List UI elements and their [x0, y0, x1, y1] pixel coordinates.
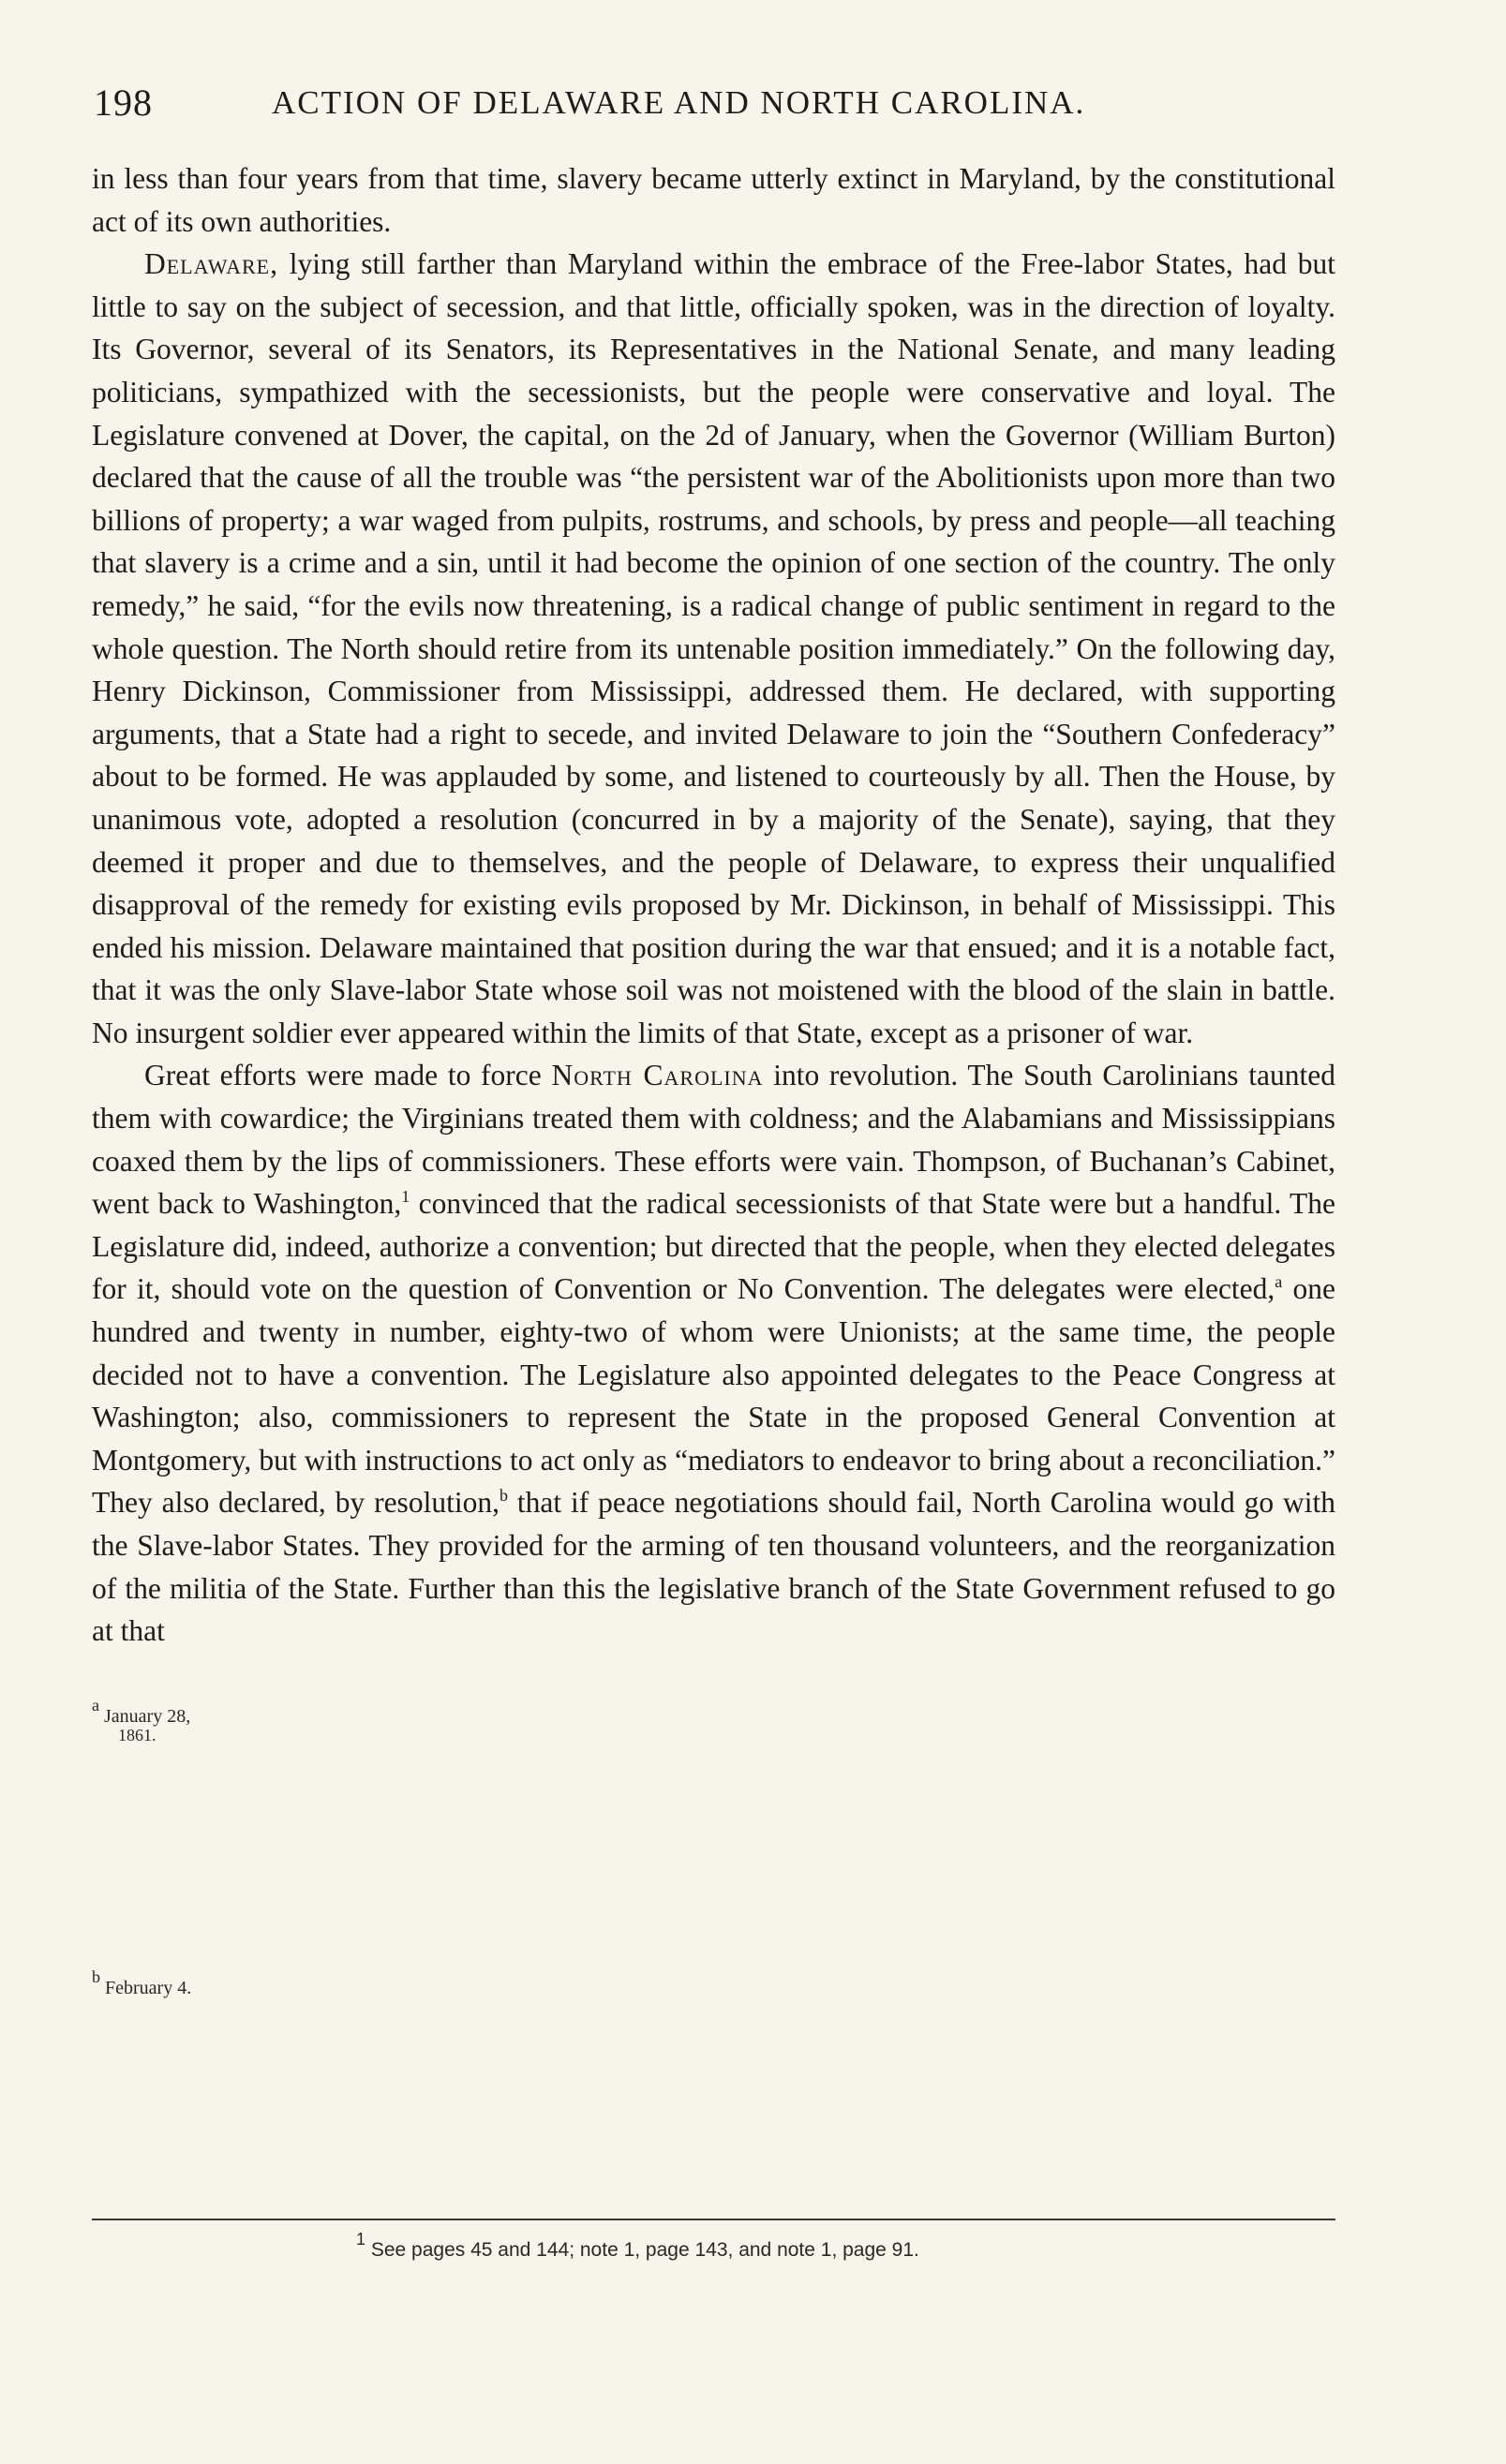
- margin-note-date: January 28,: [104, 1706, 191, 1727]
- footnote-reference: 1: [401, 1187, 410, 1207]
- margin-note-marker: b: [92, 1967, 100, 1986]
- page-header: [94, 81, 1340, 127]
- paragraph-text: Great efforts were made to force: [144, 1059, 552, 1092]
- footnote: [356, 2230, 919, 2262]
- running-title: ACTION OF DELAWARE AND NORTH CAROLINA.: [272, 84, 1086, 121]
- paragraph-text: into revolution. The South Carolinians taunted them with cowardice; the Virginians treated them with coldness; and the Alabamians and Mississippians coaxed them by the lips of commissioners. These efforts were vain. Thompson, of Buchanan’s Cabinet, went back to Washington,: [92, 1059, 1335, 1221]
- lead-term-north-carolina: North Carolina: [551, 1059, 764, 1092]
- footnote-text: See pages 45 and 144; note 1, page 143, and note 1, page 91.: [370, 2239, 919, 2261]
- marginal-note-reference: a: [1275, 1272, 1283, 1292]
- body-text: [92, 157, 1335, 1653]
- margin-note-marker: a: [92, 1696, 99, 1714]
- paragraph-continued: [92, 157, 1335, 243]
- paragraph-text: convinced that the radical secessionists of that State were but a handful. The Legislature did, indeed, authorize a convention; but directed that the people, when they elected delegates for it, should vote on the question of Convention or No Convention. The delegates were elected,: [92, 1187, 1335, 1306]
- paragraph-text: in less than four years from that time, slavery became utterly extinct in Maryland, by the constitutional act of its own authorities.: [92, 162, 1335, 238]
- paragraph-text: one hundred and twenty in number, eighty-two of whom were Unionists; at the same time, the people decided not to have a convention. The Legislature also appointed delegates to the Peace Congress at Washington; also, commissioners to represent the State in the proposed General Convention at Montgomery, but with instructions to act only as “mediators to endeavor to bring about a reconciliation.” They also declared, by resolution,: [92, 1272, 1335, 1520]
- paragraph-delaware: [92, 243, 1335, 1054]
- marginal-note-reference: b: [499, 1486, 508, 1506]
- paragraph-north-carolina: [92, 1054, 1335, 1652]
- margin-note-february: [92, 1967, 251, 1998]
- paragraph-text: that if peace negotiations should fail, North Carolina would go with the Slave-labor States. They provided for the arming of ten thousand volunteers, and the reorganization of the militia of the State. Further than this the legislative branch of the State Government refused to go at that: [92, 1486, 1335, 1648]
- footnote-divider: [92, 2219, 1335, 2220]
- footnote-marker: 1: [356, 2230, 366, 2249]
- margin-note-date: February 4.: [105, 1978, 192, 1998]
- page-number: 198: [94, 82, 153, 124]
- margin-note-january: [92, 1696, 251, 1744]
- margin-note-year: 1861.: [118, 1726, 157, 1744]
- lead-term-delaware: Delaware,: [144, 247, 278, 281]
- paragraph-text: lying still farther than Maryland within the embrace of the Free-labor States, had but little to say on the subject of secession, and that little, officially spoken, was in the direction of loyalty. Its Governor, several of its Senators, its Representatives in the National Senate, and many leading politicians, sympathized with the secessionists, but the people were conservative and loyal. The Legislature convened at Dover, the capital, on the 2d of January, when the Governor (William Burton) declared that the cause of all the trouble was “the persistent war of the Abolitionists upon more than two billions of property; a war waged from pulpits, rostrums, and schools, by press and people—all teaching that slavery is a crime and a sin, until it had become the opinion of one section of the country. The only remedy,” he said, “for the evils now threatening, is a radical change of public sentiment in regard to the whole question. The North should retire from its untenable position immediately.” On the following day, Henry Dickinson, Commissioner from Mississippi, addressed them. He declared, with supporting arguments, that a State had a right to secede, and invited Delaware to join the “Southern Confederacy” about to be formed. He was applauded by some, and listened to courteously by all. Then the House, by unanimous vote, adopted a resolution (concurred in by a majority of the Senate), saying, that they deemed it proper and due to themselves, and the people of Delaware, to express their unqualified disapproval of the remedy for existing evils proposed by Mr. Dickinson, in behalf of Mississippi. This ended his mission. Delaware maintained that position during the war that ensued; and it is a notable fact, that it was the only Slave-labor State whose soil was not moistened with the blood of the slain in battle. No insurgent soldier ever appeared within the limits of that State, except as a prisoner of war.: [92, 247, 1335, 1049]
